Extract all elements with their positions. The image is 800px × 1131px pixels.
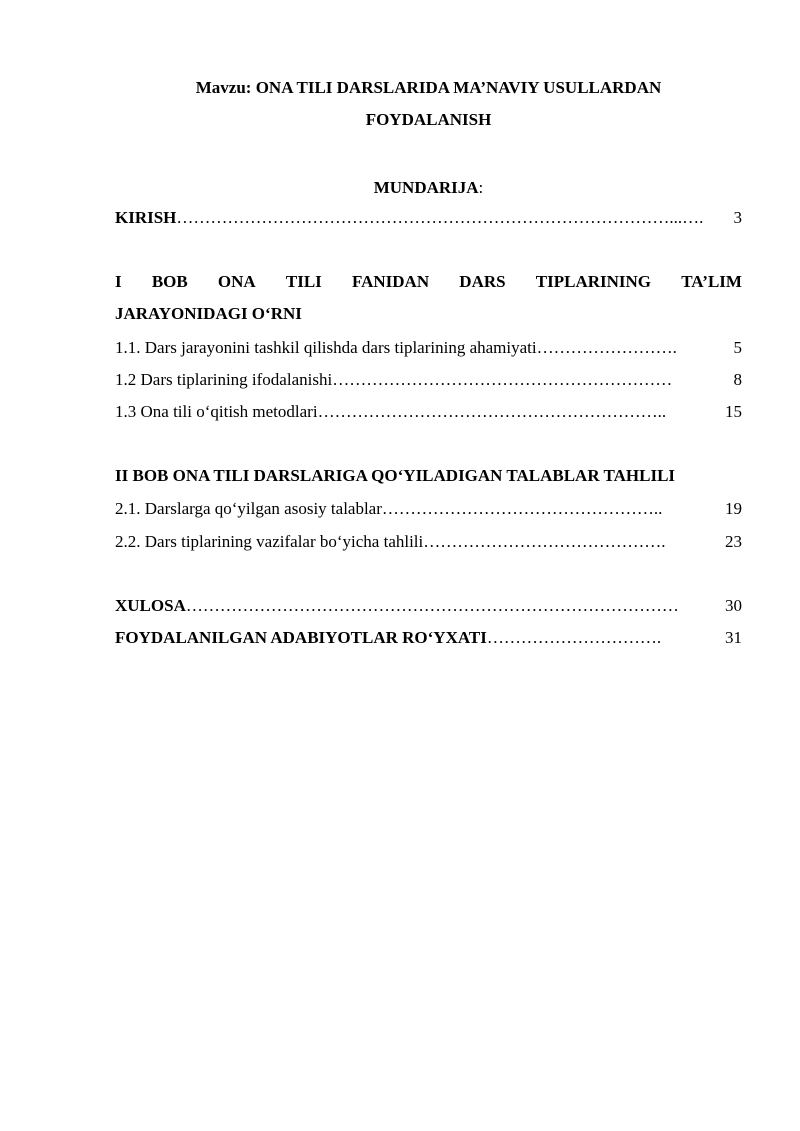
toc-chapter1-title-line1 [115,266,742,298]
toc-entry-leader: …………………………………………………………………………… [185,596,679,615]
toc-entry-intro [115,206,742,230]
toc-entry-leader: …………………………………………………….. [317,402,667,421]
toc-chapter2-title-text: II BOB ONA TILI DARSLARIGA QO‘YILADIGAN TALABLAR TAHLILI [115,466,676,485]
toc-entry-leader: …………………………………………………… [332,370,673,389]
document-page [115,72,742,647]
contents-heading-text: MUNDARIJA [373,178,479,197]
toc-entry-page: 8 [733,370,742,389]
toc-entry-conclusion [115,594,742,618]
toc-entry-page: 23 [725,532,742,551]
toc-entry-label: XULOSA [115,596,186,615]
toc-chapter1-title-line2: JARAYONIDAGI O‘RNI [115,304,302,323]
toc-entry-leader: ……………………. [536,338,677,357]
toc-entry-2-1 [115,497,742,521]
chapter1-word: ONA [217,272,256,291]
chapter1-word: TILI [285,272,322,291]
toc-entry-label: FOYDALANILGAN ADABIYOTLAR RO‘YXATI [115,628,487,647]
toc-entry-page: 15 [725,402,742,421]
chapter1-word: I [115,272,122,291]
toc-entry-references [115,626,742,650]
toc-entry-label: 1.3 Ona tili o‘qitish metodlari [115,402,318,421]
toc-entry-label: 2.2. Dars tiplarining vazifalar bo‘yicha tahlili [115,532,424,551]
chapter1-word: FANIDAN [351,272,430,291]
toc-entry-label: 2.1. Darslarga qo‘yilgan asosiy talablar [115,499,382,518]
document-title-line1: Mavzu: ONA TILI DARSLARIDA MA’NAVIY USULLARDAN [195,78,662,97]
document-title-line2: FOYDALANISH [365,110,492,129]
toc-entry-page: 19 [725,499,742,518]
toc-entry-leader: ………………………………………….. [381,499,663,518]
toc-chapter1-title [115,266,742,330]
toc-entry-page: 30 [725,596,742,615]
toc-entry-2-2 [115,530,742,554]
contents-heading [115,176,742,200]
chapter1-word: TIPLARINING [535,272,652,291]
toc-entry-1-1 [115,336,742,360]
toc-entry-leader: ……………………………………………………………………………...…. [176,208,704,227]
chapter1-word: BOB [151,272,188,291]
toc-entry-label: 1.2 Dars tiplarining ifodalanishi [115,370,333,389]
toc-entry-label: 1.1. Dars jarayonini tashkil qilishda dars tiplarining ahamiyati [115,338,537,357]
toc-entry-1-3 [115,400,742,424]
toc-entry-page: 5 [733,338,742,357]
toc-entry-label: KIRISH [115,208,177,227]
toc-entry-leader: …………………………. [486,628,662,647]
chapter1-word: DARS [459,272,506,291]
toc-chapter2-title [115,464,742,488]
contents-heading-colon: : [478,178,484,197]
toc-entry-page: 31 [725,628,742,647]
toc-entry-page: 3 [733,208,742,227]
toc-entry-1-2 [115,368,742,392]
toc-entry-leader: ……………………………………. [423,532,666,551]
chapter1-word: TA’LIM [681,272,742,291]
